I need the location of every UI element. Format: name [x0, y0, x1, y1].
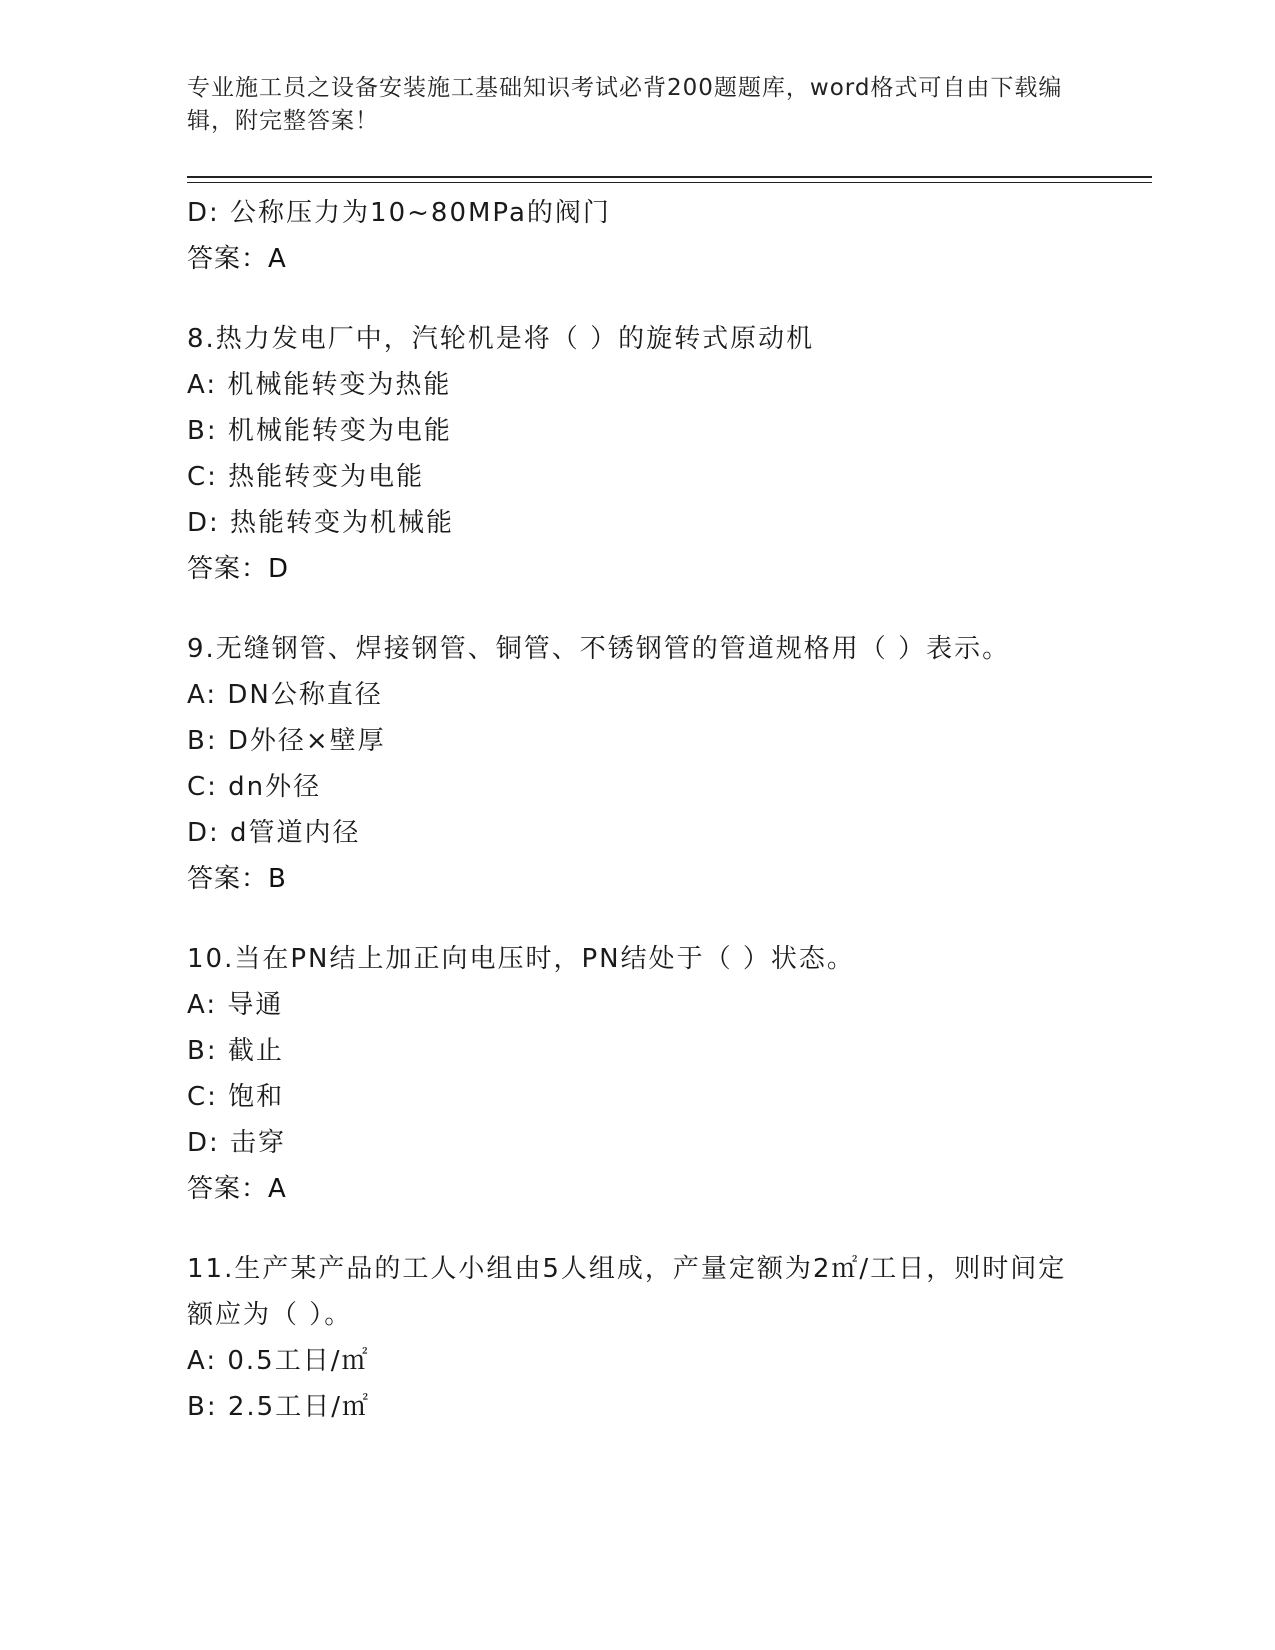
option-c: C: 饱和 [187, 1082, 285, 1112]
document-header: 专业施工员之设备安装施工基础知识考试必背200题题库，word格式可自由下载编辑，附完整答案！ [187, 75, 1063, 134]
option-b: B: 2.5工日/㎡ [187, 1392, 370, 1422]
header-divider-thin [187, 182, 1152, 183]
question-8 [187, 316, 1127, 592]
question-9 [187, 626, 1127, 902]
question-11 [187, 1246, 1127, 1430]
question-7-option-d: D: 公称压力为10~80MPa的阀门 [187, 198, 611, 228]
option-b: B: D外径×壁厚 [187, 726, 386, 756]
option-b: B: 截止 [187, 1036, 284, 1066]
option-d: D: 热能转变为机械能 [187, 508, 455, 538]
option-a: A: DN公称直径 [187, 680, 383, 710]
question-7-answer: 答案：A [187, 244, 287, 274]
option-c: C: 热能转变为电能 [187, 462, 425, 492]
option-b: B: 机械能转变为电能 [187, 416, 452, 446]
question-stem: 8.热力发电厂中，汽轮机是将（ ）的旋转式原动机 [187, 324, 815, 354]
option-a: A: 机械能转变为热能 [187, 370, 452, 400]
question-stem: 10.当在PN结上加正向电压时，PN结处于（ ）状态。 [187, 944, 855, 974]
option-d: D: d管道内径 [187, 818, 361, 848]
option-a: A: 0.5工日/㎡ [187, 1346, 370, 1376]
option-a: A: 导通 [187, 990, 284, 1020]
question-stem: 11.生产某产品的工人小组由5人组成，产量定额为2㎡/工日，则时间定额应为（ ）。 [187, 1254, 1067, 1330]
answer-line: 答案：D [187, 554, 290, 584]
question-stem: 9.无缝钢管、焊接钢管、铜管、不锈钢管的管道规格用（ ）表示。 [187, 634, 1011, 664]
option-c: C: dn外径 [187, 772, 322, 802]
question-10 [187, 936, 1127, 1212]
option-d: D: 击穿 [187, 1128, 287, 1158]
answer-line: 答案：B [187, 864, 287, 894]
header-divider [187, 176, 1152, 178]
answer-line: 答案：A [187, 1174, 287, 1204]
document-body [187, 190, 1127, 1430]
